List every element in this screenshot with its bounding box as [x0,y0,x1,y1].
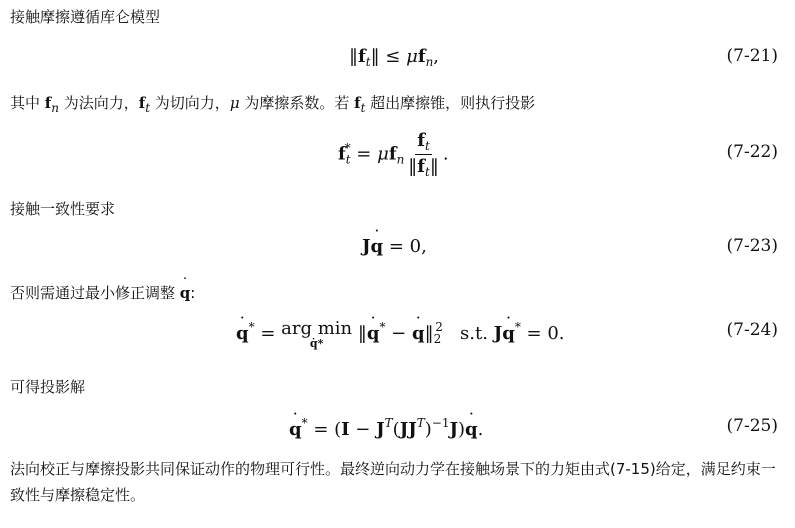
math-mu: μ [229,94,240,112]
equation-7-25-body: ˙ $q^* = (I - J^T(JJ^T)^{-1}J)˙$ q. [289,416,483,440]
equation-7-22-body: $f_t^* = \mu f_n$ $\frac{f_t}{‖f_t‖}$ . [338,130,449,179]
math-ft: $f_t$ [138,94,151,115]
closing-paragraph: 法向校正与摩擦投影共同保证动作的物理可行性。最终逆向动力学在接触场景下的力矩由式(7-15)给定，满足约束一致性与摩擦稳定性。 [10,460,776,504]
adjustment-text [10,282,195,304]
text-span: : [190,284,196,302]
math-ft: $f_t$ [354,94,366,115]
definition-paragraph [10,92,535,119]
projection-solution-text: 可得投影解 [10,378,86,396]
equation-number: (7-21) [726,46,778,66]
text-span: 为法向力， [58,94,139,112]
text-span: 为摩擦系数。若 [239,94,355,112]
argmin-operator: arg min [281,318,353,339]
equation-7-23-body: J˙ q = 0, [362,236,427,257]
math-qdot: ˙ q [180,282,191,304]
consistency-text: 接触一致性要求 [10,200,116,218]
equation-7-21-body: $‖f_t‖ \le \mu f_n$, [349,46,440,69]
subject-to-label: s.t. [460,323,488,344]
math-fn: $f_n$ [44,94,59,115]
section-intro-text: 接触摩擦遵循库仑模型 [10,8,161,26]
text-span: 超出摩擦锥，则执行投影 [365,94,536,112]
text-span: 为切向力， [150,94,230,112]
equation-number: (7-22) [726,142,778,162]
equation-number: (7-25) [726,416,778,436]
text-span: 否则需通过最小修正调整 [10,284,180,302]
equation-number: (7-23) [726,236,778,256]
equation-number: (7-24) [726,320,778,340]
text-span: 其中 [10,94,45,112]
equation-7-24-body: ˙ q* = arg min q̇* ‖˙ q* − ˙ $q‖_2^2$ s.t. J˙ q* = 0. [236,320,565,350]
